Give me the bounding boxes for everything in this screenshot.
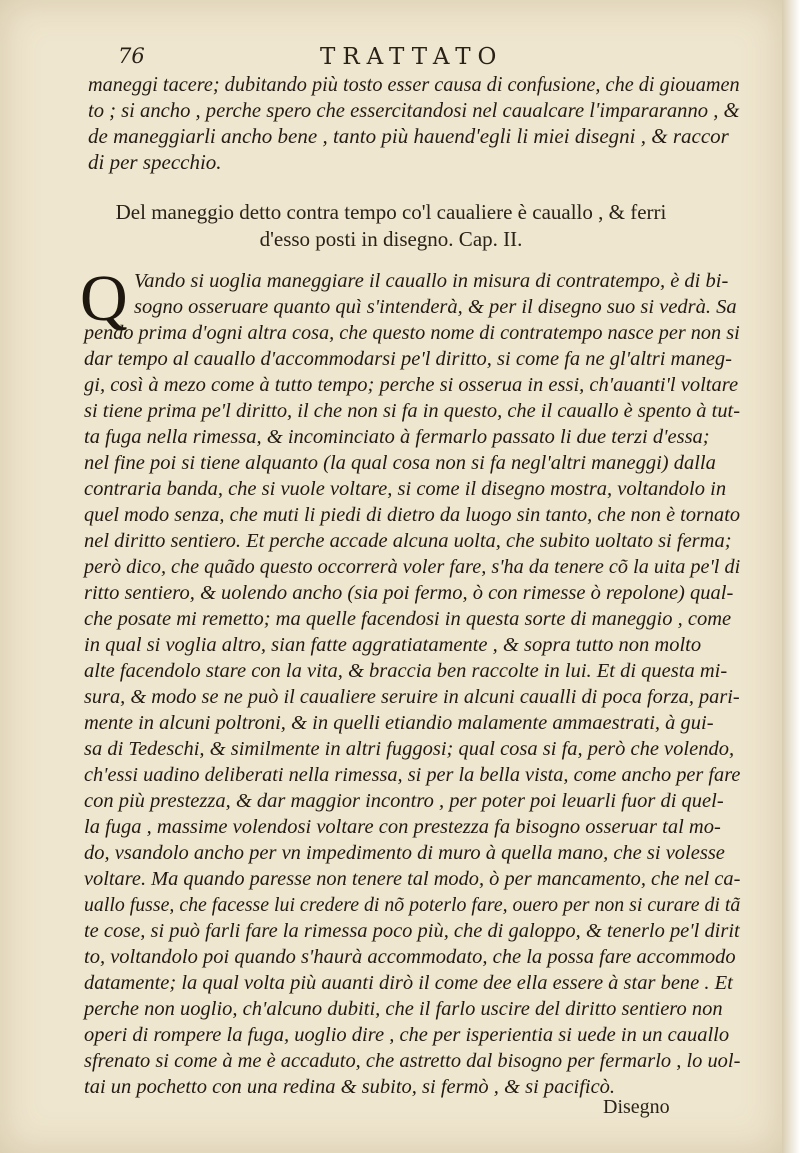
body-line: quel modo senza, che muti li piedi di dietro da luogo sin tanto, che non è tornato bbox=[84, 504, 741, 526]
body-line: pendo prima d'ogni altra cosa, che questo nome di contratempo nasce per non si bbox=[84, 322, 740, 344]
chapter-title-line-2: d'esso posti in disegno. Cap. II. bbox=[259, 227, 523, 251]
body-line: la fuga , massime volendosi voltare con prestezza fa bisogno osseruar tal mo- bbox=[84, 816, 721, 838]
body-line: dar tempo al cauallo d'accommodarsi pe'l diritto, si come fa ne gl'altri maneg- bbox=[84, 348, 733, 370]
body-line: to, voltandolo poi quando s'haurà accommodato, che la possa fare accommodo bbox=[84, 946, 736, 968]
continuation-line: to ; si ancho , perche spero che essercitandosi nel caualcare l'impararanno , & bbox=[88, 98, 740, 122]
body-line: Vando si uoglia maneggiare il cauallo in misura di contratempo, è di bi- bbox=[134, 270, 729, 292]
body-line: gi, così à mezo come à tutto tempo; perche si osserua in essi, ch'auanti'l voltare bbox=[84, 374, 739, 396]
body-line: do, vsandolo ancho per vn impedimento di muro à quella mano, che si volesse bbox=[84, 842, 725, 864]
body-line: perche non uoglio, ch'alcuno dubiti, che il farlo uscire del diritto sentiero non bbox=[84, 998, 723, 1020]
continuation-line: de maneggiarli ancho bene , tanto più hauend'egli li miei disegni , & raccor bbox=[88, 124, 729, 148]
page-edge bbox=[782, 0, 800, 1153]
body-line: voltare. Ma quando paresse non tenere tal modo, ò per mancamento, che nel ca- bbox=[84, 868, 741, 890]
body-line: contraria banda, che si vuole voltare, si come il disegno mostra, voltandolo in bbox=[84, 478, 727, 500]
body-line: sfrenato si come à me è accaduto, che astretto dal bisogno per fermarlo , lo uol- bbox=[84, 1050, 741, 1072]
body-line: mente in alcuni poltroni, & in quelli etiandio malamente ammaestrati, à gui- bbox=[84, 712, 714, 734]
body-line: nel fine poi si tiene alquanto (la qual cosa non si fa negl'altri maneggi) dalla bbox=[84, 452, 716, 474]
continuation-line: maneggi tacere; dubitando più tosto esser causa di confusione, che di giouamen bbox=[88, 72, 740, 96]
body-line: tai un pochetto con una redina & subito, si fermò , & si pacificò. bbox=[84, 1076, 616, 1098]
body-line: sogno osseruare quanto quì s'intenderà, & per il disegno suo si vedrà. Sa bbox=[134, 296, 737, 318]
body-line: ritto sentiero, & uolendo ancho (sia poi fermo, ò con rimesse ò repolone) qual- bbox=[84, 582, 734, 604]
drop-cap: Q bbox=[80, 262, 128, 335]
body-line: in qual si voglia altro, sian fatte aggratiatamente , & sopra tutto non molto bbox=[84, 634, 702, 656]
body-line: sura, & modo se ne può il caualiere seruire in alcuni caualli di poca forza, pari- bbox=[84, 686, 740, 708]
body-line: si tiene prima pe'l diritto, il che non si fa in questo, che il cauallo è spento à tut- bbox=[84, 400, 741, 422]
body-line: uallo fusse, che facesse lui credere di nõ poterlo fare, ouero per non si curare di tã bbox=[84, 894, 741, 916]
body-line: datamente; la qual volta più auanti dirò il come dee ella essere à star bene . Et bbox=[84, 972, 733, 994]
page-number: 76 bbox=[118, 44, 145, 68]
running-head: TRATTATO bbox=[320, 44, 504, 70]
body-line: operi di rompere la fuga, uoglio dire , che per isperientia si uede in un cauallo bbox=[84, 1024, 730, 1046]
body-line: alte facendolo stare con la vita, & braccia ben raccolte in lui. Et di questa mi- bbox=[84, 660, 728, 682]
body-line: con più prestezza, & dar maggior incontro , per poter poi leuarli fuor di quel- bbox=[84, 790, 724, 812]
body-line: che posate mi remetto; ma quelle facendosi in questa sorte di maneggio , come bbox=[84, 608, 732, 630]
body-line: nel diritto sentiero. Et perche accade alcuna uolta, che subito uoltato si ferma; bbox=[84, 530, 732, 552]
body-line: però dico, che quãdo questo occorrerà voler fare, s'ha da tenere cõ la uita pe'l di bbox=[84, 556, 741, 578]
body-line: sa di Tedeschi, & similmente in altri fuggosi; qual cosa si fa, però che volendo, bbox=[84, 738, 735, 760]
catchword: Disegno bbox=[603, 1096, 670, 1118]
body-line: ta fuga nella rimessa, & incominciato à fermarlo passato li due terzi d'essa; bbox=[84, 426, 710, 448]
body-line: te cose, si può farli fare la rimessa poco più, che di galoppo, & tenerlo pe'l dirit bbox=[84, 920, 740, 942]
continuation-line: di per specchio. bbox=[88, 150, 222, 174]
page-header bbox=[0, 44, 782, 72]
chapter-title-line-1: Del maneggio detto contra tempo co'l caualiere è cauallo , & ferri bbox=[115, 200, 667, 224]
body-line: ch'essi uadino deliberati nella rimessa, si per la bella vista, come ancho per fare bbox=[84, 764, 741, 786]
